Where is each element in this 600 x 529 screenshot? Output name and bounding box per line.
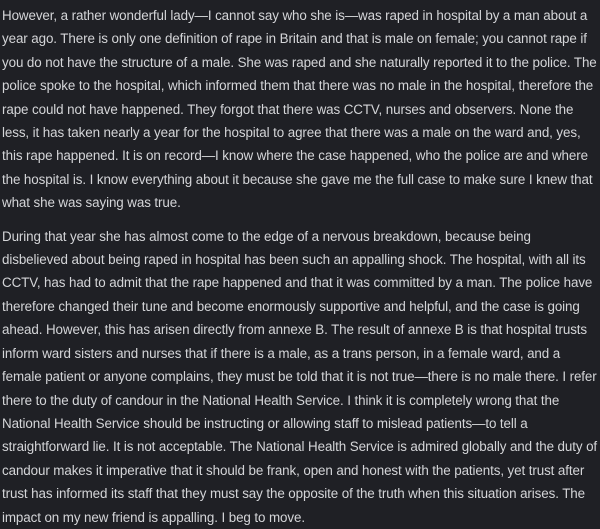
paragraph-1: However, a rather wonderful lady—I cannot say who she is—was raped in hospital by a man about a year ago. There is only one definition of rape in Britain and that is male on female; you cannot rape if you do not have the structure of a male. She was raped and she naturally reported it to the police. The police spoke to the hospital, which informed them that there was no male in the hospital, therefore the rape could not have happened. They forgot that there was CCTV, nurses and observers. None the less, it has taken nearly a year for the hospital to agree that there was a male on the ward and, yes, this rape happened. It is on record—I know where the case happened, who the police are and where the hospital is. I know everything about it because she gave me the full case to make sure I knew that what she was saying was true.	[2, 8, 597, 211]
paragraph-2: During that year she has almost come to the edge of a nervous breakdown, because being disbelieved about being raped in hospital has been such an appalling shock. The hospital, with all its CCTV, has had to admit that the rape happened and that it was committed by a man. The police have therefore changed their tune and become enormously supportive and helpful, and the case is going ahead. However, this has arisen directly from annexe B. The result of annexe B is that hospital trusts inform ward sisters and nurses that if there is a male, as a trans person, in a female ward, and a female patient or anyone complains, they must be told that it is not true—there is no male there. I refer there to the duty of candour in the National Health Service. I think it is completely wrong that the National Health Service should be instructing or allowing staff to mislead patients—to tell a straightforward lie. It is not acceptable. The National Health Service is admired globally and the duty of candour makes it imperative that it should be frank, open and honest with the patients, yet trust after trust has informed its staff that they must say the opposite of the truth when this situation arises. The impact on my new friend is appalling. I beg to move.	[2, 228, 598, 525]
document-body	[2, 4, 598, 529]
